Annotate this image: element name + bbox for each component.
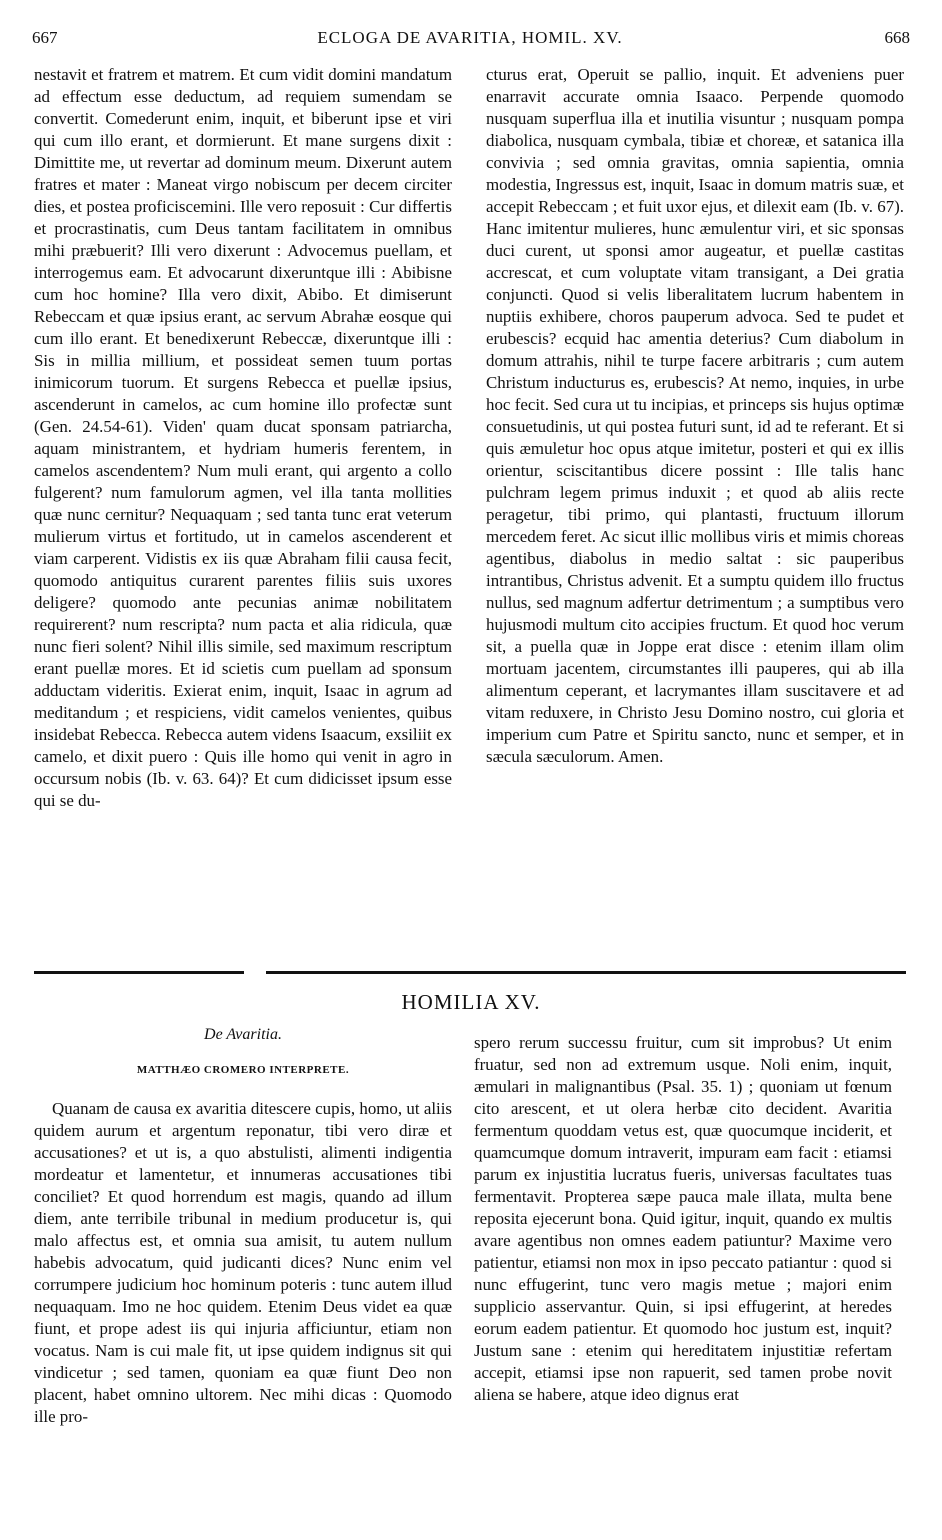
paragraph-homily-continued: spero rerum successu fruitur, cum sit improbus? Ut enim fruatur, sed non ad extremum usque. Noli enim, inquit, æmulari in malignantibus (Psal. 35. 1) ; quoniam ut fœnum cito arescent, et ut olera herbæ cito decident. Avaritia fermentum quoddam vetus est, quæ quocumque inciderit, et quamcumque domum intraverit, impuram eam facit : etiamsi parum ex injustitia lucratus fueris, universas facultates tuas fermentavit. Propterea sæpe pauca male illata, multa bene reposita ejecerunt bona. Quid igitur, inquit, quando ex multis avare agentibus non omnes eadem patiuntur? Maxime vero patientur, etiamsi non mox in ipso peccato patiantur : quod si nunc effugerint, tunc vero magis metue ; majori enim supplicio asservantur. Quin, si ipsi effugerint, at heredes eorum eadem patientur. Et quomodo hoc justum est, inquit? Justum sane : etenim qui hereditatem injustitiæ refertam accepit, etiamsi ipse non rapuerit, sed tamen probe novit aliena se habere, atque ideo dignus erat bbox=[474, 1033, 892, 1404]
homily-title: HOMILIA XV. bbox=[401, 990, 541, 1014]
text-column-left-top: nestavit et fratrem et matrem. Et cum vidit domini mandatum ad effectum esse deductum, ad requiem sumendam se convertit. Comederunt enim, inquit, et biberunt ipse et viri qui cum illo erant, et dormierunt. Et mane surgens dixit : Dimittite me, ut revertar ad dominum meum. Dixerunt autem fratres et mater : Maneat virgo nobiscum per decem circiter dies, et postea proficiscemini. Ille vero reposuit : Cur differtis et procrastinatis, cum Deus tantam facilitatem in omnibus mihi præbuerit? Illi vero dixerunt : Advocemus puellam, et interrogemus eam. Et advocarunt dixeruntque illi : Abibisne cum hoc homine? Illa vero dixit, Abibo. Et dimiserunt Rebeccam et quæ ipsius erant, ac servum Abrahæ eosque qui cum illo erant. Et benedixerunt Rebeccæ, dixeruntque illi : Sis in millia millium, et possideat semen tuum portas inimicorum tuorum. Et surgens Rebecca et puellæ ipsius, ascenderunt in camelos, ac cum homine illo profectæ sunt (Gen. 24.54-61). Viden' quam ducat sponsam patriarcha, aquam ministrantem, et hydriam humeris ferentem, in camelos ascendentem? Num muli erant, qui argento a collo fulgerent? num famulorum agmen, vel illa tanta mollities quæ nunc cernitur? Nequaquam ; sed tanta tunc erat veterum mulierum virtus et fortitudo, ut in camelos ascenderent et viam carperent. Vidistis ex iis quæ Abraham filii causa fecit, quomodo antiquitus curarent parentes filiis suis uxores deligere? quomodo ante pecunias animæ nobilitatem requirerent? num rescripta? num pacta et alia ridicula, quæ nunc fieri solent? Nihil illis simile, sed maximum rescriptum erant puellæ mores. Et id scietis cum puellam ad sponsum adductam videritis. Exierat enim, inquit, Isaac in agrum ad meditandum ; et respiciens, vidit camelos venientes, quibus insidebat Rebecca. Rebecca autem videns Isaacum, exsiliit ex camelo, et dixit puero : Quis ille homo qui venit in agro in occursum nobis (Ib. v. 63. 64)? Et cum didicisset ipsum esse qui se du- bbox=[34, 65, 452, 810]
text-column-right-bottom bbox=[474, 1032, 892, 1492]
translator-credit: MATTHÆO CROMERO INTERPRETE. bbox=[136, 1064, 350, 1076]
divider-rule-right bbox=[266, 971, 906, 974]
divider-rule-left bbox=[34, 971, 244, 974]
text-column-right-top: cturus erat, Operuit se pallio, inquit. Et adveniens puer enarravit accurate omnia Isaaco. Perpende quomodo nusquam superflua illa et inutilia visuntur ; nusquam pompa diabolica, nusquam cymbala, tibiæ et choreæ, et satanica illa convivia ; sed omnia gravitas, omnia sapientia, omnia modestia, Ingressus est, inquit, Isaac in domum matris suæ, et accepit Rebeccam ; et fuit uxor ejus, et dilexit eam (Ib. v. 67). Hanc imitentur mulieres, hunc æmulentur viri, et sic sponsas duci curent, ut sponsi amor augeatur, et puellæ castitas accrescat, et cum voluptate vitam transigant, a Dei gratia conjuncti. Quod si velis liberalitatem lucrum habentem in nuptiis exhibere, choros pauperum advoca. Sed te pudet et erubescis? ecquid hac amentia deterius? Cum diabolum in domum attrahis, nihil te turpe facere arbitraris ; cum autem Christum inducturus es, erubescis? At nemo, inquies, in urbe hoc fecit. Sed cura ut tu incipias, et princeps sis hujus optimæ consuetudinis, ut qui postea futuri sunt, id ad te referant. Et si quis æmuletur hoc opus atque imitetur, posteri et qui ex illis orientur, sciscitantibus dicere possint : Ille talis hanc pulchram legem primus induxit ; et quod ab aliis recte peragetur, tibi primo, qui plantasti, fructuum illorum mercedem feret. Ac sicut illic mollibus viris et mimis choreas agentibus, diabolus in medio saltat : sic pauperibus intrantibus, Christus advenit. Et a sumptu quidem illo fructus nullus, sed magnum adfertur detrimentum ; a sumptibus vero hujusmodi multum cito accipies fructum. Et quod hoc verum sit, a puella quæ in Joppe erat disce : etenim illam olim mortuam jacentem, circumstantes illi pauperes, qui ab illa alimentum ceperant, et lacrymantes illam suscitavere et ad vitam reduxere, in Christo Jesu Domino nostro, cui gloria et imperium cum Patre et Spiritu sancto, nunc et semper, et in sæcula sæculorum. Amen. bbox=[486, 65, 904, 766]
text-column-left-bottom bbox=[34, 1098, 452, 1490]
running-header bbox=[30, 28, 910, 52]
page-number-left: 667 bbox=[32, 28, 58, 47]
homily-subtitle: De Avaritia. bbox=[204, 1026, 282, 1043]
running-title: ECLOGA DE AVARITIA, HOMIL. XV. bbox=[317, 28, 623, 47]
page-number-right: 668 bbox=[884, 28, 910, 47]
paragraph-homily-opening: Quanam de causa ex avaritia ditescere cupis, homo, ut aliis quidem aurum et argentum reponatur, tibi vero diræ et accusationes? et ut is, a quo abstulisti, alimenti indigentia mordeatur et lamentetur, et innumeras accusationes tibi conciliet? Et quod horrendum est magis, quando ad illum diem, ante terribile tribunal in medium producetur is, qui malo affectus est, et omnia sua amisit, tu autem nullum habebis advocatum, quid judicanti dices? Nunc enim vel corrumpere judicium hoc hominum poteris : tunc autem illud nequaquam. Imo ne hoc quidem. Etenim Deus videt ea quæ fiunt, et prope adest iis qui injuria afficiuntur, etiam non vocatus. Nam is cui male fit, ut ipse quidem indignus sit qui vindicetur ; sed tamen, quoniam ea quæ fiunt Deo non placent, habet omnino ultorem. Nec mihi dicas : Quomodo ille pro- bbox=[34, 1099, 452, 1426]
